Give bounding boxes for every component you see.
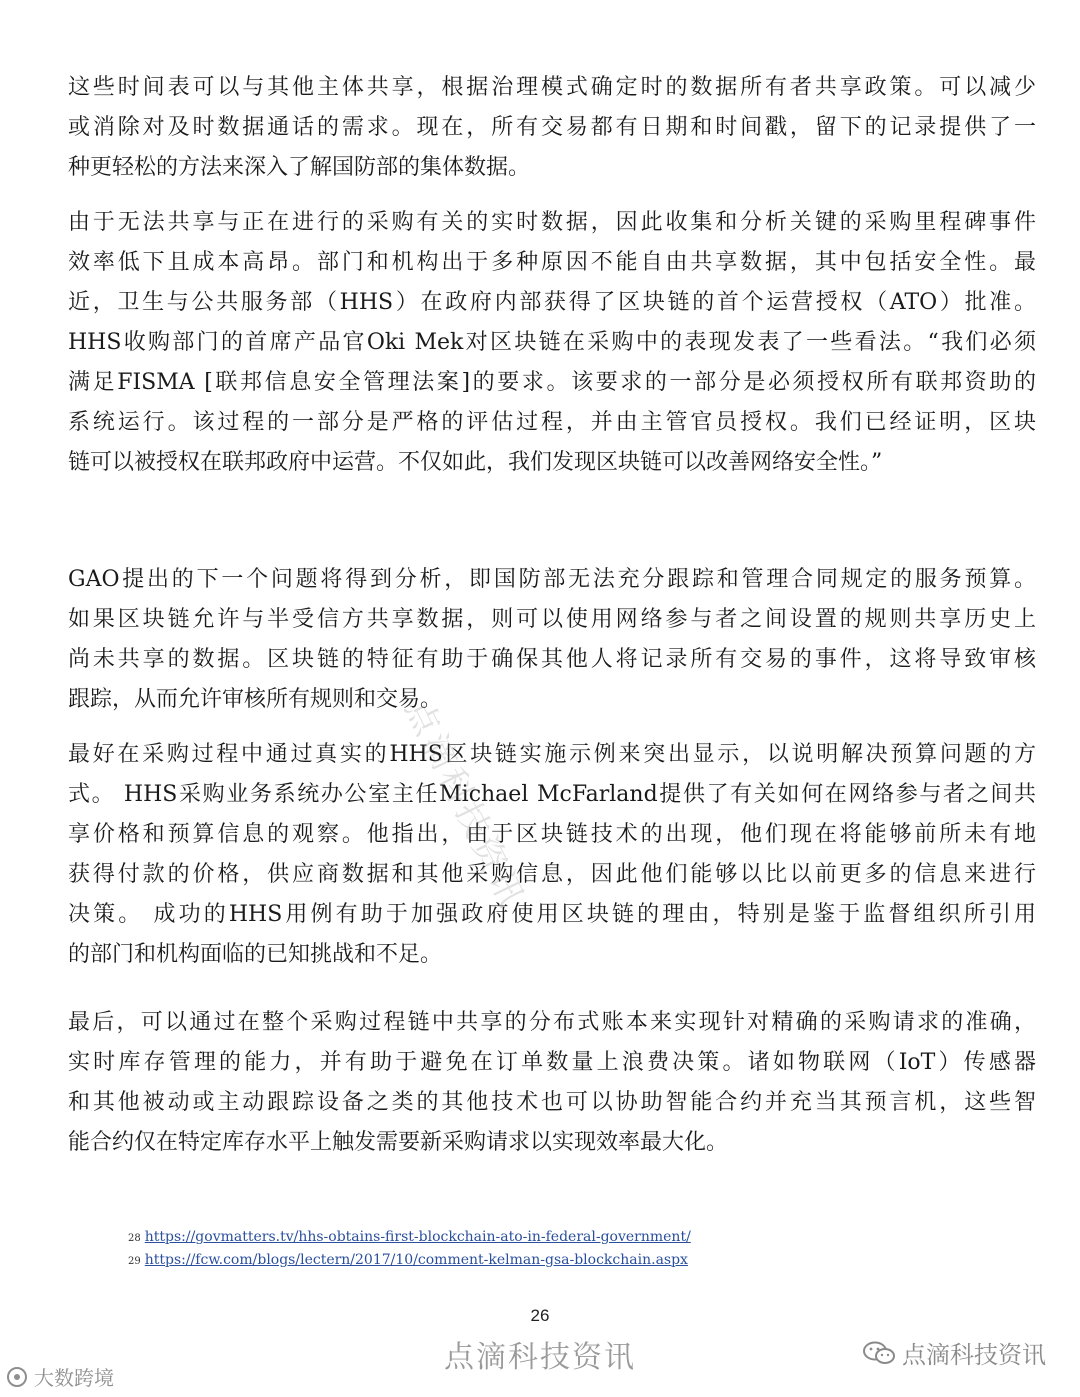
text-line: 和其他被动或主动跟踪设备之类的其他技术也可以协助智能合约并充当其预言机，这些智 bbox=[68, 1090, 1036, 1115]
wechat-brand bbox=[862, 1335, 1046, 1370]
text-line: 满足FISMA [联邦信息安全管理法案]的要求。该要求的一部分是必须授权所有联邦资助的 bbox=[68, 370, 1036, 395]
text-line: 尚未共享的数据。区块链的特征有助于确保其他人将记录所有交易的事件，这将导致审核 bbox=[68, 647, 1036, 672]
source-brand bbox=[6, 1362, 114, 1391]
text-line: 最好在采购过程中通过真实的HHS区块链实施示例来突出显示，以说明解决预算问题的方 bbox=[68, 742, 1036, 767]
footnotes bbox=[128, 1226, 691, 1272]
text-line: 的部门和机构面临的已知挑战和不足。 bbox=[68, 942, 443, 967]
text-line: 享价格和预算信息的观察。他指出，由于区块链技术的出现，他们现在将能够前所未有地 bbox=[68, 822, 1036, 847]
text-line: 由于无法共享与正在进行的采购有关的实时数据，因此收集和分析关键的采购里程碑事件 bbox=[68, 210, 1036, 235]
footnote-number: 29 bbox=[128, 1256, 141, 1267]
bottom-watermark: 点滴科技资讯 bbox=[444, 1340, 636, 1375]
text-line: 这些时间表可以与其他主体共享，根据治理模式确定时的数据所有者共享政策。可以减少 bbox=[68, 75, 1036, 100]
text-line: 跟踪，从而允许审核所有规则和交易。 bbox=[68, 687, 443, 712]
text-line: 效率低下且成本高昂。部门和机构出于多种原因不能自由共享数据，其中包括安全性。最 bbox=[68, 250, 1036, 275]
source-brand-name: 大数跨境 bbox=[34, 1366, 114, 1390]
text-line: 或消除对及时数据通话的需求。现在，所有交易都有日期和时间戳，留下的记录提供了一 bbox=[68, 115, 1036, 140]
text-line: 链可以被授权在联邦政府中运营。不仅如此，我们发现区块链可以改善网络安全性。” bbox=[68, 450, 883, 475]
footnote bbox=[128, 1226, 691, 1249]
paragraph-2 bbox=[68, 203, 1036, 483]
paragraph-5 bbox=[68, 1003, 1036, 1163]
paragraph-3 bbox=[68, 560, 1036, 720]
text-line: 实时库存管理的能力，并有助于避免在订单数量上浪费决策。诸如物联网（IoT）传感器 bbox=[68, 1050, 1036, 1075]
text-line: HHS收购部门的首席产品官Oki Mek对区块链在采购中的表现发表了一些看法。“我们必须 bbox=[68, 330, 1036, 355]
paragraph-4 bbox=[68, 735, 1036, 975]
text-line: GAO提出的下一个问题将得到分析，即国防部无法充分跟踪和管理合同规定的服务预算。 bbox=[68, 567, 1036, 592]
paragraph-1 bbox=[68, 68, 1036, 188]
logo-icon bbox=[6, 1366, 28, 1388]
diagonal-watermark: 点滴科技资讯 bbox=[396, 693, 533, 916]
page-number: 26 bbox=[530, 1306, 550, 1325]
text-line: 获得付款的价格，供应商数据和其他采购信息，因此他们能够以比以前更多的信息来进行 bbox=[68, 862, 1036, 887]
text-line: 近，卫生与公共服务部（HHS）在政府内部获得了区块链的首个运营授权（ATO）批准。 bbox=[68, 290, 1036, 315]
footnote-number: 28 bbox=[128, 1233, 141, 1244]
text-line: 种更轻松的方法来深入了解国防部的集体数据。 bbox=[68, 155, 531, 180]
text-line: 能合约仅在特定库存水平上触发需要新采购请求以实现效率最大化。 bbox=[68, 1130, 729, 1155]
footnote bbox=[128, 1249, 691, 1272]
text-line: 最后，可以通过在整个采购过程链中共享的分布式账本来实现针对精确的采购请求的准确， bbox=[68, 1010, 1036, 1035]
text-line: 如果区块链允许与半受信方共享数据，则可以使用网络参与者之间设置的规则共享历史上 bbox=[68, 607, 1036, 632]
text-line: 系统运行。该过程的一部分是严格的评估过程，并由主管官员授权。我们已经证明，区块 bbox=[68, 410, 1036, 435]
wechat-icon bbox=[862, 1341, 896, 1365]
text-line: 决策。 成功的HHS用例有助于加强政府使用区块链的理由，特别是鉴于监督组织所引用 bbox=[68, 902, 1036, 927]
brand-name: 点滴科技资讯 bbox=[902, 1341, 1046, 1369]
footnote-link[interactable]: https://fcw.com/blogs/lectern/2017/10/comment-kelman-gsa-blockchain.aspx bbox=[144, 1252, 688, 1268]
footnote-link[interactable]: https://govmatters.tv/hhs-obtains-first-blockchain-ato-in-federal-government/ bbox=[144, 1229, 691, 1245]
text-line: 式。 HHS采购业务系统办公室主任Michael McFarland提供了有关如何在网络参与者之间共 bbox=[68, 782, 1036, 807]
